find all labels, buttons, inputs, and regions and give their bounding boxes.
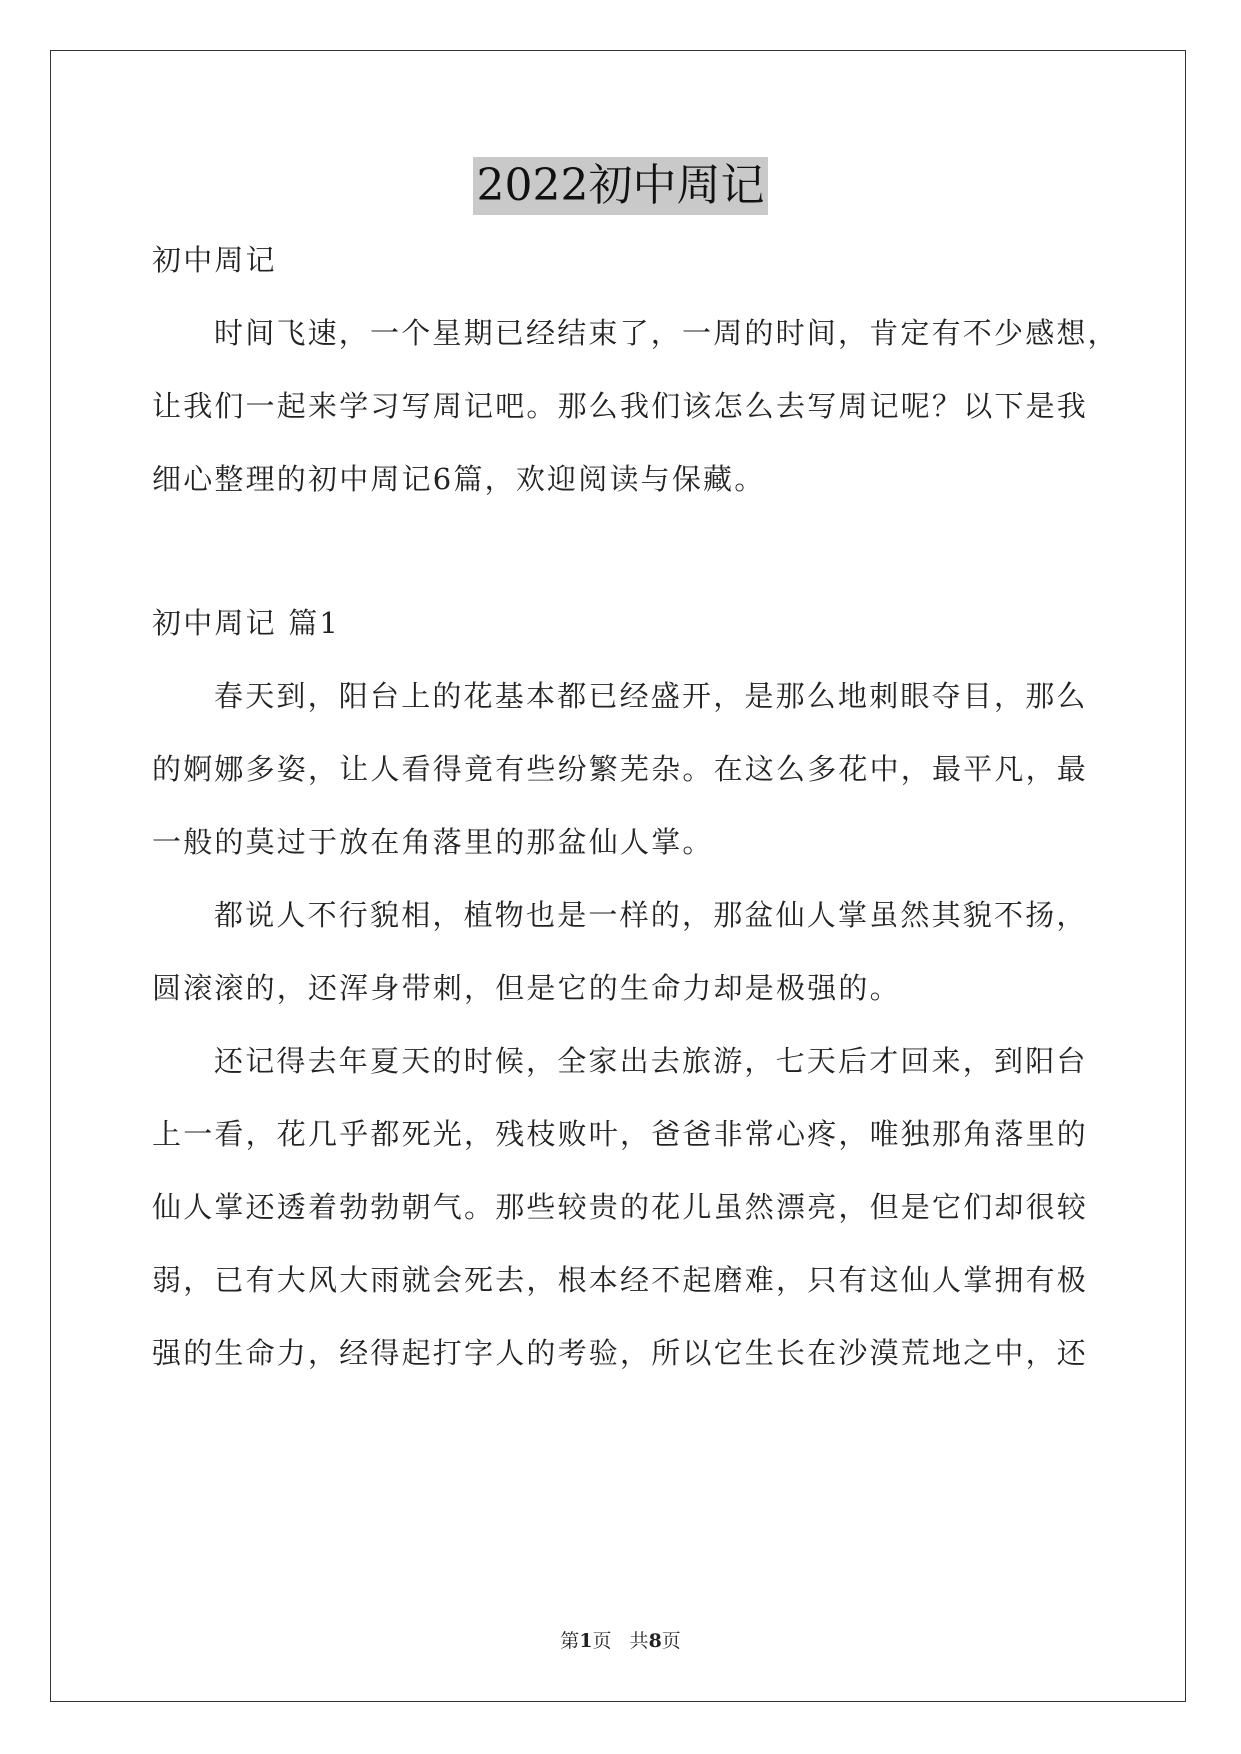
total-page-number: 8 <box>648 1630 662 1652</box>
paragraph-line: 的婀娜多姿，让人看得竟有些纷繁芜杂。在这么多花中，最平凡，最 <box>152 752 1089 786</box>
footer-mid: 页 共 <box>592 1630 649 1652</box>
paragraph-line: 一般的莫过于放在角落里的那盆仙人掌。 <box>152 825 714 859</box>
footer-suffix: 页 <box>661 1630 681 1652</box>
section-heading: 初中周记 <box>152 243 277 277</box>
section-heading: 初中周记 篇1 <box>152 606 341 640</box>
paragraph-line: 强的生命力，经得起打字人的考验，所以它生长在沙漠荒地之中，还 <box>152 1336 1089 1370</box>
paragraph-line: 还记得去年夏天的时候，全家出去旅游，七天后才回来，到阳台 <box>214 1044 1088 1078</box>
footer-prefix: 第 <box>560 1630 580 1652</box>
paragraph-line: 让我们一起来学习写周记吧。那么我们该怎么去写周记呢？以下是我 <box>152 389 1089 423</box>
document-title: 2022初中周记 <box>473 157 769 215</box>
current-page-number: 1 <box>579 1630 593 1652</box>
paragraph-line: 细心整理的初中周记6篇，欢迎阅读与保藏。 <box>152 462 766 496</box>
title-container <box>0 157 1241 215</box>
paragraph-line: 都说人不行貌相，植物也是一样的，那盆仙人掌虽然其貌不扬， <box>214 898 1088 932</box>
page-footer <box>0 1626 1241 1653</box>
paragraph-line: 上一看，花几乎都死光，残枝败叶，爸爸非常心疼，唯独那角落里的 <box>152 1117 1089 1151</box>
paragraph-line: 圆滚滚的，还浑身带刺，但是它的生命力却是极强的。 <box>152 971 901 1005</box>
paragraph-line: 时间飞速，一个星期已经结束了，一周的时间，肯定有不少感想， <box>214 316 1119 350</box>
paragraph-line: 弱，已有大风大雨就会死去，根本经不起磨难，只有这仙人掌拥有极 <box>152 1263 1089 1297</box>
paragraph-line: 仙人掌还透着勃勃朝气。那些较贵的花儿虽然漂亮，但是它们却很较 <box>152 1190 1089 1224</box>
paragraph-line: 春天到，阳台上的花基本都已经盛开，是那么地刺眼夺目，那么 <box>214 679 1088 713</box>
page-border <box>50 50 1186 1702</box>
